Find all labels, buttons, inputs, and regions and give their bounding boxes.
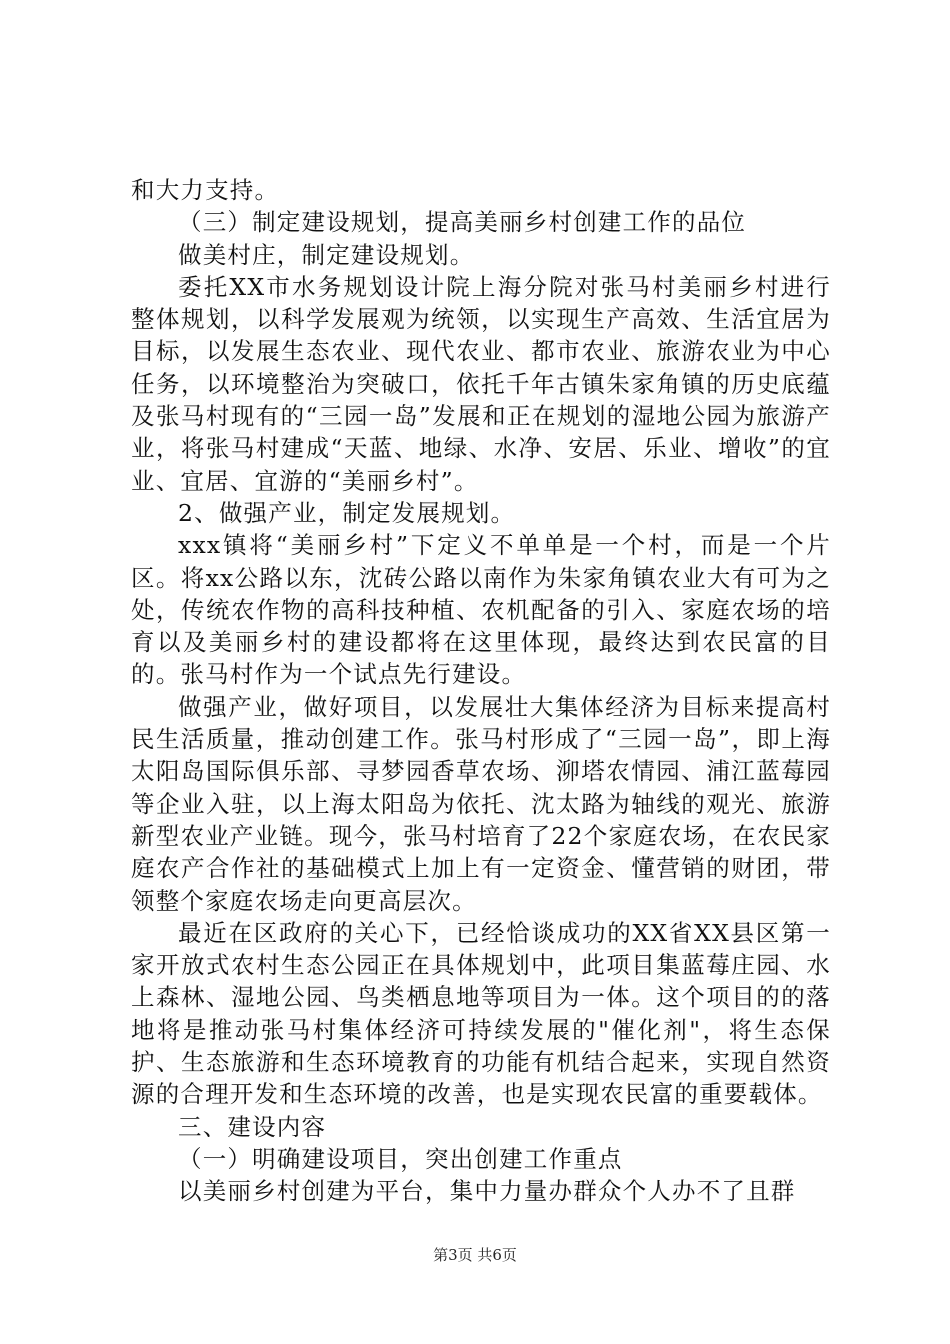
paragraph-continuation: 和大力支持。 xyxy=(131,176,280,204)
subheading-village-planning: 做美村庄，制定建设规划。 xyxy=(178,240,475,269)
section-heading-construction: 三、建设内容 xyxy=(178,1112,327,1141)
paragraph-industry-projects: 做强产业，做好项目，以发展壮大集体经济为目标来提高村民生活质量，推动创建工作。张马村形成了“三园一岛”，即上海太阳岛国际俱乐部、寻梦园香草农场、泖塔农情园、浦江蓝莓园等企业入驻，以上海太阳岛为依托、沈太路为轴线的观光、旅游新型农业产业链。现今，张马村培育了22个家庭农场，在农民家庭农产合作社的基础模式上加上有一定资金、懂营销的财团，带领整个家庭农场走向更高层次。 xyxy=(131,692,831,915)
paragraph-planning-details: 委托XX市水务规划设计院上海分院对张马村美丽乡村进行整体规划，以科学发展观为统领，以实现生产高效、生活宜居为目标，以发展生态农业、现代农业、都市农业、旅游农业为中心任务，以环境整治为突破口，依托千年古镇朱家角镇的历史底蕴及张马村现有的“三园一岛”发展和正在规划的湿地公园为旅游产业，将张马村建成“天蓝、地绿、水净、安居、乐业、增收”的宜业、宜居、宜游的“美丽乡村”。 xyxy=(131,272,831,495)
paragraph-platform: 以美丽乡村创建为平台，集中力量办群众个人办不了且群 xyxy=(178,1177,796,1206)
subheading-industry: 2、做强产业，制定发展规划。 xyxy=(178,498,516,527)
section-heading-planning: （三）制定建设规划，提高美丽乡村创建工作的品位 xyxy=(178,208,747,237)
paragraph-area-definition: xxx镇将“美丽乡村”下定义不单单是一个村，而是一个片区。将xx公路以东，沈砖公路以南作为朱家角镇农业大有可为之处，传统农作物的高科技种植、农机配备的引入、家庭农场的培育以及美丽乡村的建设都将在这里体现，最终达到农民富的目的。张马村作为一个试点先行建设。 xyxy=(131,531,831,689)
page-number-footer: 第3页 共6页 xyxy=(433,1246,517,1264)
document-body xyxy=(131,174,831,1208)
paragraph-eco-park: 最近在区政府的关心下，已经恰谈成功的XX省XX县区第一家开放式农村生态公园正在具体规划中，此项目集蓝莓庄园、水上森林、湿地公园、鸟类栖息地等项目为一体。这个项目的的落地将是推动张马村集体经济可持续发展的"催化剂"，将生态保护、生态旅游和生态环境教育的功能有机结合起来，实现自然资源的合理开发和生态环境的改善，也是实现农民富的重要载体。 xyxy=(131,918,831,1109)
subheading-projects: （一）明确建设项目，突出创建工作重点 xyxy=(178,1144,623,1173)
